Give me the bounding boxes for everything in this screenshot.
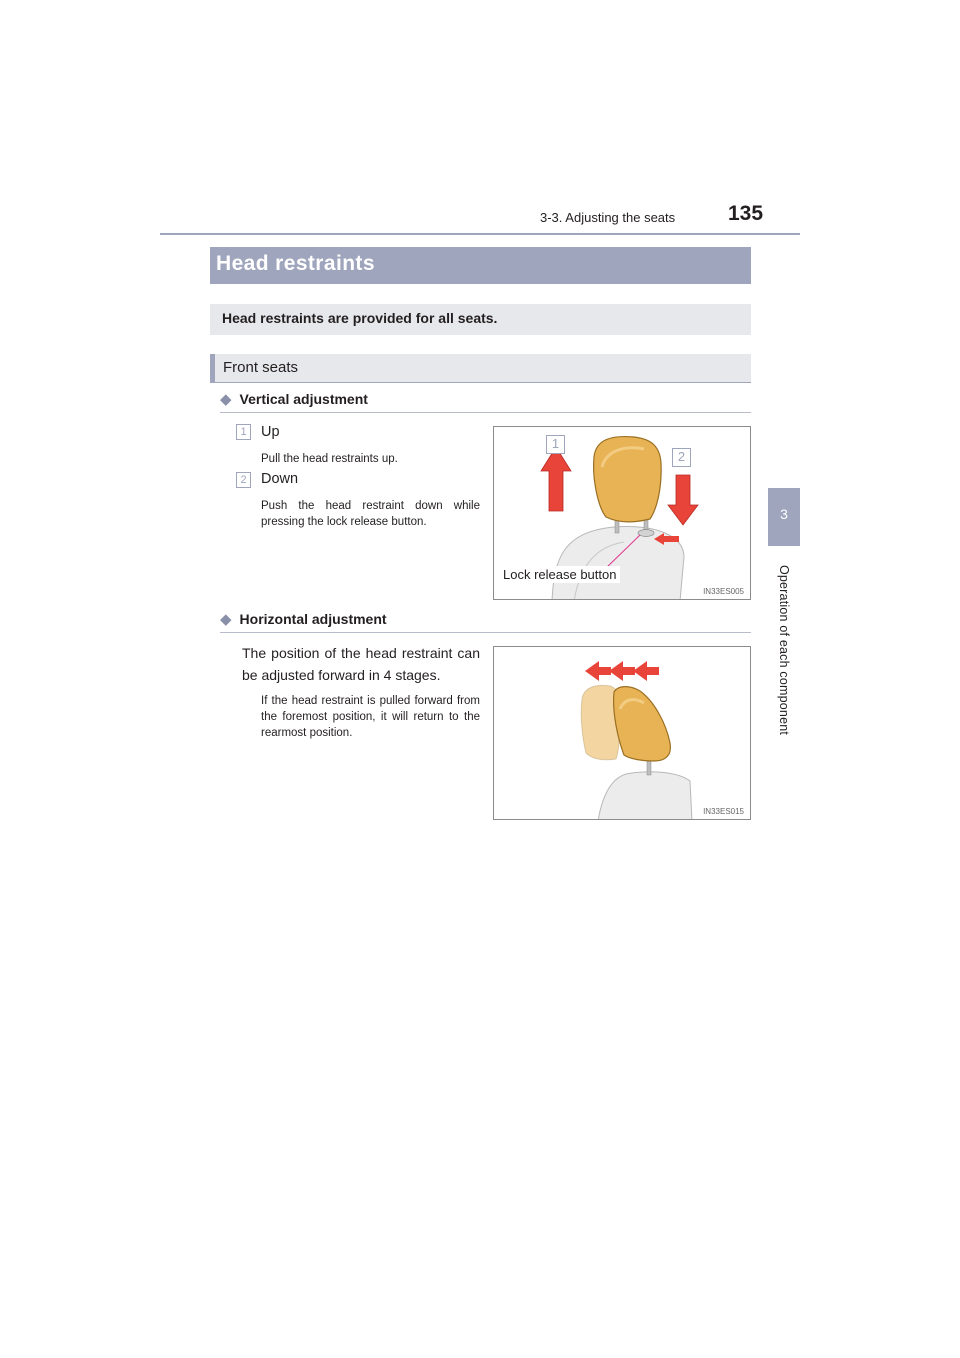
figure-code: IN33ES005 [703,587,744,596]
diamond-icon: ◆ [220,611,232,628]
chapter-tab-title-text: Operation of each component [777,564,791,736]
running-header-section: 3-3. Adjusting the seats [540,210,676,225]
horizontal-note-text: If the head restraint is pulled forward from the foremost position, it will return to the rearmost position. [261,695,480,739]
step-desc-down: Push the head restraint down while pressing the lock release button. [261,500,480,528]
figure-callout-2: 2 [672,448,691,467]
lock-release-button-label: Lock release button [499,566,620,583]
subsection-marker [210,354,215,382]
subsection-title: Front seats [223,359,299,376]
step-number-2: 2 [236,472,251,488]
header-divider [160,233,800,235]
vertical-adjustment-figure [493,426,751,600]
horizontal-adjustment-heading [220,610,387,628]
headrest-horizontal-illustration [494,647,751,820]
figure-callout-1: 1 [546,435,565,454]
figure-code: IN33ES015 [703,807,744,816]
horizontal-adjustment-heading-text: Horizontal adjustment [239,611,387,627]
chapter-tab-title [768,552,800,748]
chapter-tab: 3 [768,488,800,546]
vertical-adjustment-heading-text: Vertical adjustment [239,391,368,407]
horizontal-body-text: The position of the head restraint can be adjusted forward in 4 stages. [242,645,480,683]
diamond-icon: ◆ [220,391,232,408]
page-number: 135 [728,202,764,225]
step-title-down: Down [261,471,299,487]
intro-text: Head restraints are provided for all seats. [222,310,498,326]
page-title: Head restraints [216,252,375,275]
horizontal-heading-rule [220,632,751,633]
step-desc-up: Pull the head restraints up. [261,453,398,465]
intro-panel [210,304,751,335]
subsection-bar [210,354,751,383]
vertical-heading-rule [220,412,751,413]
step-number-1: 1 [236,424,251,440]
horizontal-adjustment-figure [493,646,751,820]
title-bar [210,247,751,284]
step-title-up: Up [261,424,280,440]
vertical-adjustment-heading [220,390,368,408]
